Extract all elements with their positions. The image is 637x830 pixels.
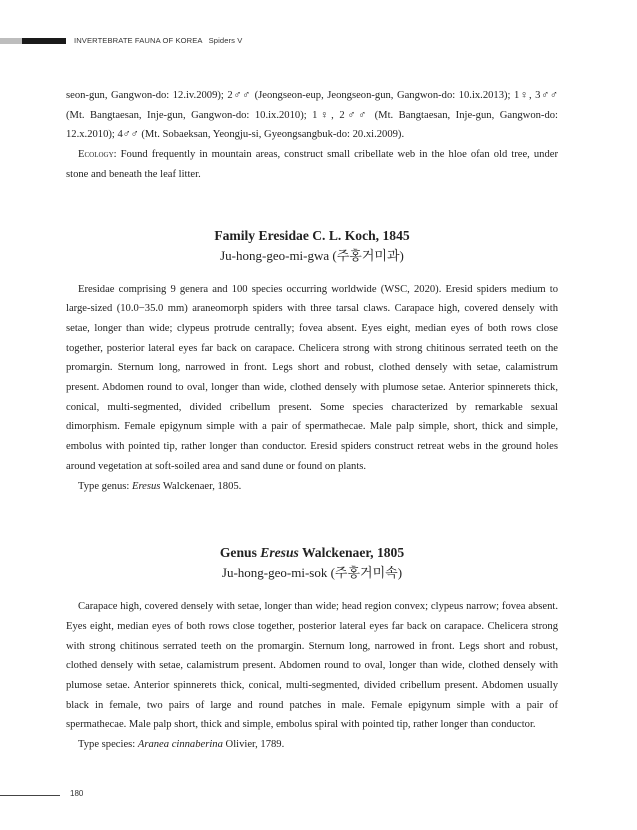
genus-title — [66, 543, 558, 563]
genus-title-prefix: Genus — [219, 545, 261, 561]
header-accent-bar-dark — [22, 38, 66, 44]
family-korean-name: Ju-hong-geo-mi-gwa (주홍거미과) — [220, 247, 404, 263]
genus-title-suffix: Walckenaer, 1805 — [298, 545, 405, 561]
family-type-author: Walckenaer, 1805. — [160, 480, 242, 492]
page-number: 180 — [70, 789, 84, 798]
volume-label: Spiders V — [208, 36, 243, 45]
genus-type-species — [66, 735, 558, 755]
running-header — [74, 36, 242, 45]
header-accent-bar-light — [0, 38, 22, 44]
genus-korean-name: Ju-hong-geo-mi-sok (주홍거미속) — [221, 565, 403, 581]
genus-type-label: Type species: — [78, 739, 138, 751]
specimens-paragraph: seon-gun, Gangwon-do: 12.iv.2009); 2♂♂ (Jeongseon-eup, Jeongseon-gun, Gangwon-do: 10.ix.2013); 1♀, 3♂♂ (Mt. Bangtaesan, Inje-gun, Gangwon-do: 10.ix.2010); 1♀, 2♂♂ (Mt. Bangtaesan, Inje-gun, Gangwon-do: 12.x.2010); 4♂♂ (Mt. Sobaeksan, Yeongju-si, Gyeongsangbuk-do: 20.xi.2009). — [66, 90, 558, 141]
genus-title-name: Eresus — [260, 545, 299, 561]
family-type-genus — [66, 477, 558, 497]
family-type-label: Type genus: — [78, 480, 132, 492]
footer-rule — [0, 795, 60, 796]
ecology-paragraph — [66, 145, 558, 184]
family-type-name: Eresus — [131, 480, 161, 492]
ecology-label: Ecology — [78, 149, 114, 161]
family-description: Eresidae comprising 9 genera and 100 species occurring worldwide (WSC, 2020). Eresid spiders medium to large-sized (10.0−35.0 mm) araneomorph spiders with three tarsal claws. Carapace high, covered densely with setae, longer than wide; clypeus protrude centrally; fovea absent. Eyes eight, median eyes of both rows close together, posterior lateral eyes far back on carapace. Chelicera strong with strong chitinous serrated teeth on the promargin. Sternum long, narrowed in front. Legs short and robust, clothed densely with setae, calamistrum present. Abdomen round to oval, longer than wide, clothed densely with plumose setae. Anterior spinnerets thick, conical, multi-segmented, divided cribellum present. Some species characterized by remarkable sexual dimorphism. Female epigynum simple with a pair of spermathecae. Male palp simple, short, thick and simple, embolus with pointed tip, rather longer than conductor. Eresid spiders construct retreat webs in the ground holes around vegetation at soft-soiled area and sand dune or found on plants. — [66, 283, 558, 472]
genus-description: Carapace high, covered densely with setae, longer than wide; head region convex; clypeus narrow; fovea absent. Eyes eight, median eyes of both rows close together, posterior lateral eyes far back on carapace. Chelicera strong with strong chitinous serrated teeth on the promargin. Sternum long, narrowed in front. Legs short and robust, clothed densely with setae, calamistrum present. Abdomen round to oval, longer than wide, clothed densely with plumose setae. Anterior spinnerets thick, conical, multi-segmented, divided cribellum present. Abdomen usually black in female, two pairs of large and round patches in male. Female epigynum simple with a pair of spermathecae. Male palp short, thick and simple, embolus spiral with pointed tip, rather longer than conductor. — [66, 601, 558, 731]
genus-type-author: Olivier, 1789. — [222, 739, 285, 751]
family-title: Family Eresidae C. L. Koch, 1845 — [214, 227, 410, 243]
genus-type-name: Aranea cinnaberina — [137, 739, 223, 751]
ecology-text: : Found frequently in mountain areas, construct small cribellate web in the hloe ofan old tree, under stone and beneath the leaf litter. — [66, 149, 558, 180]
page-body — [66, 86, 558, 755]
running-title: INVERTEBRATE FAUNA OF KOREA — [74, 36, 203, 45]
